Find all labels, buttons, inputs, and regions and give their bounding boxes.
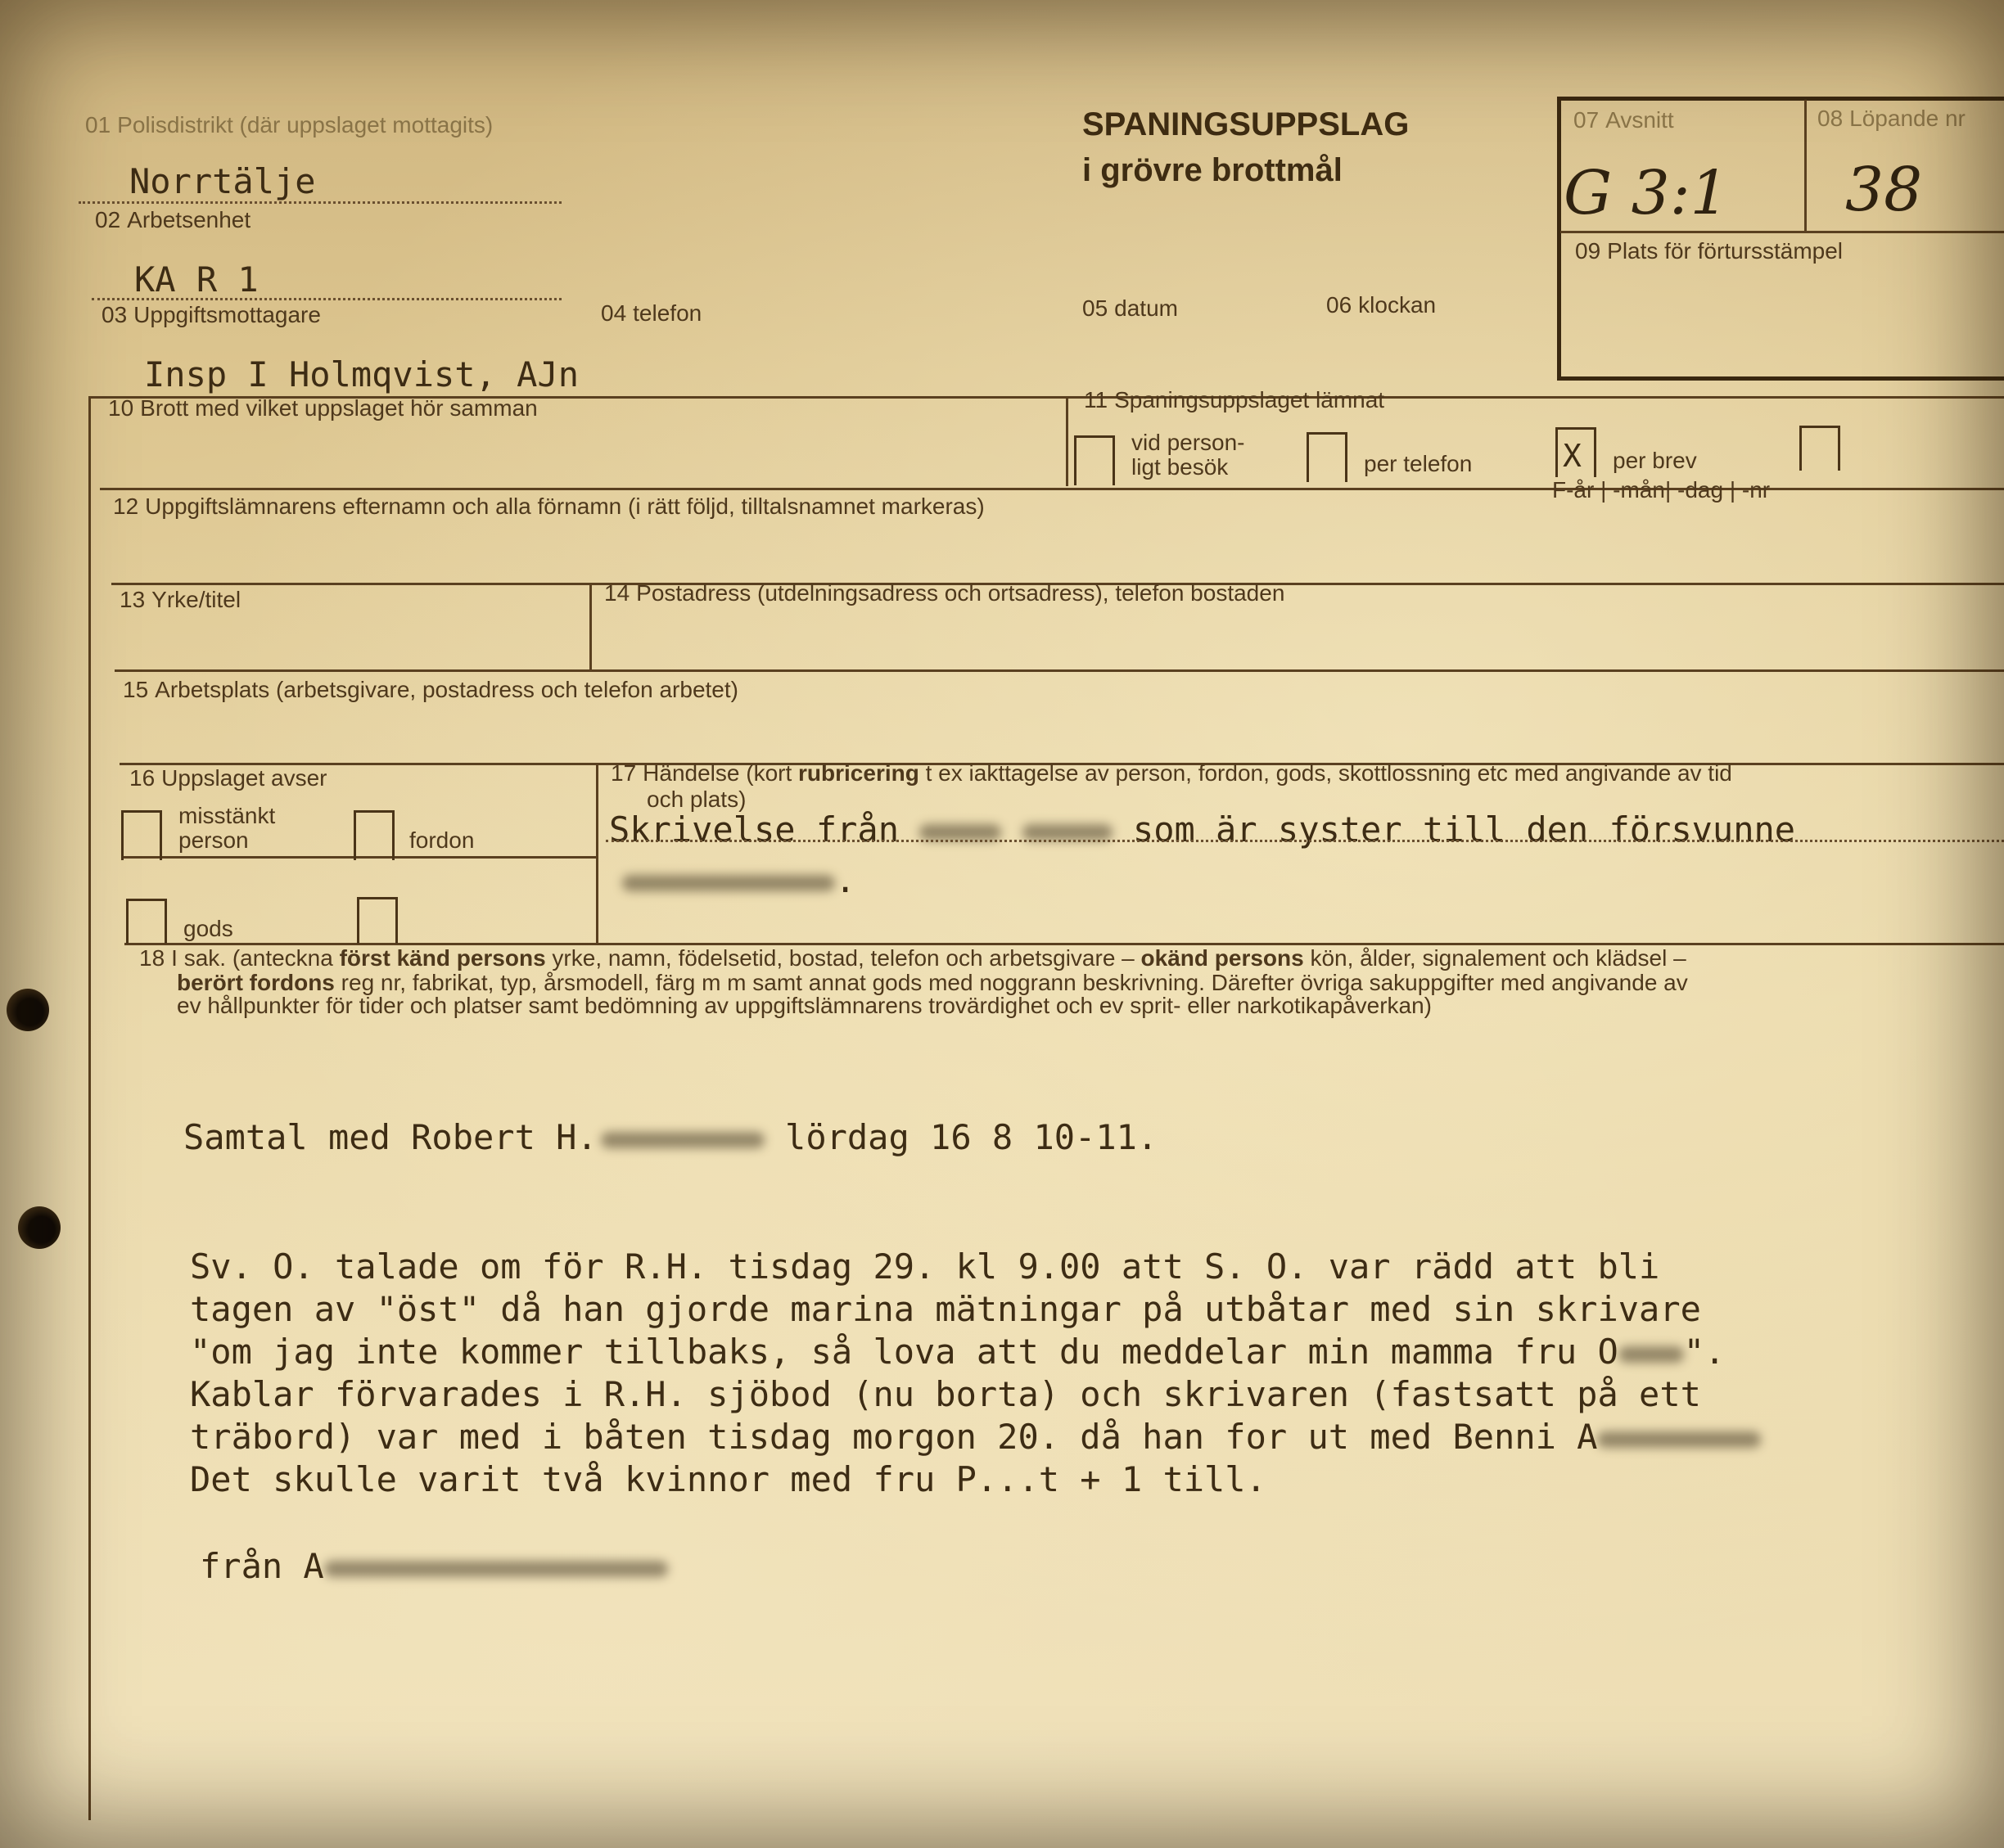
field-07-value: G 3:1 <box>1564 158 1729 228</box>
body-heading: Samtal med Robert H. lördag 16 8 10-11. <box>183 1117 1158 1157</box>
option-gods: gods <box>183 916 233 941</box>
field-01-underline <box>79 201 562 204</box>
row-line-15 <box>115 669 2004 672</box>
box-top-border <box>1557 97 2004 101</box>
date-columns: F-år | -mån| -dag | -nr <box>1552 477 1771 503</box>
body-line-1: Sv. O. talade om för R.H. tisdag 29. kl 9.00 att S. O. var rädd att bli <box>190 1246 1660 1287</box>
redacted-mother-name <box>1618 1346 1684 1363</box>
field-09-label: 09 Plats för förtursstämpel <box>1575 238 1844 264</box>
field-17-label-line2: och plats) <box>647 787 747 812</box>
field-14-label: 14 Postadress (utdelningsadress och ortsadress), telefon bostaden <box>604 580 1285 606</box>
body-line-3: "om jag inte kommer tillbaks, så lova att du meddelar min mamma fru O ". <box>190 1332 1726 1372</box>
box-divider <box>1804 100 1807 231</box>
field-17-underline <box>606 840 2004 842</box>
checkbox-per-telefon[interactable] <box>1307 432 1347 482</box>
field-10-label: 10 Brott med vilket uppslaget hör samman <box>108 395 538 421</box>
form-left-border <box>88 396 91 1820</box>
field-03-label: 03 Uppgiftsmottagare <box>102 302 321 327</box>
checkbox-per-brev[interactable] <box>1555 427 1596 477</box>
field-01-label: 01 Polisdistrikt (där uppslaget mottagits) <box>85 112 494 137</box>
redacted-benni-surname <box>1597 1431 1761 1448</box>
divider-16-17 <box>596 763 598 944</box>
option-fordon: fordon <box>409 827 475 853</box>
field-17-line1: Skrivelse från som är syster till den försvunne <box>609 809 1796 850</box>
field-04-label: 04 telefon <box>601 300 702 326</box>
field-17-label: 17 Händelse (kort rubricering t ex iakttagelse av person, fordon, gods, skottlossning etc med angivande av tid <box>611 760 1732 786</box>
divider-13-14 <box>589 583 592 671</box>
redacted-surname <box>601 1132 765 1148</box>
field-18-line2: berört fordons reg nr, fabrikat, typ, årsmodell, färg m m samt annat gods med noggrann beskrivning. Därefter övriga sakuppgifter med angivande av <box>177 970 1688 995</box>
option-per-brev: per brev <box>1613 448 1697 473</box>
field-01-value: Norrtälje <box>129 161 316 201</box>
field-02-label: 02 Arbetsenhet <box>95 207 251 232</box>
body-line-5: träbord) var med i båten tisdag morgon 20. då han for ut med Benni A <box>190 1418 1761 1457</box>
checkbox-per-brev-mark: X <box>1563 438 1582 474</box>
body-line-6: Det skulle varit två kvinnor med fru P...t + 1 till. <box>190 1459 1266 1499</box>
redacted-name-1 <box>919 824 1001 841</box>
redacted-signature-name <box>324 1561 668 1577</box>
option-personligt-besok-line2: ligt besök <box>1131 454 1229 480</box>
field-02-value: KA R 1 <box>134 259 259 300</box>
option-misstankt-line1: misstänkt <box>178 803 276 828</box>
field-05-label: 05 datum <box>1082 295 1178 321</box>
body-signature: från A <box>200 1547 668 1586</box>
field-18-line1: 18 I sak. (anteckna först känd persons yrke, namn, födelsetid, bostad, telefon och arbetsgivare – okänd persons kön, ålder, signalement och klädsel – <box>139 945 1686 971</box>
checkbox-misstankt-person[interactable] <box>121 810 162 860</box>
box-mid-line <box>1560 231 2004 233</box>
punch-hole-bottom <box>18 1206 61 1249</box>
body-line-2: tagen av "öst" då han gjorde marina mätningar på utbåtar med sin skrivare <box>190 1289 1701 1329</box>
field-12-label: 12 Uppgiftslämnarens efternamn och alla förnamn (i rätt följd, tilltalsnamnet markeras) <box>113 494 985 519</box>
field-15-label: 15 Arbetsplats (arbetsgivare, postadress och telefon arbetet) <box>123 677 738 702</box>
redacted-name-3 <box>622 875 835 891</box>
checkbox-fordon[interactable] <box>354 810 395 860</box>
field-11-label: 11 Spaningsuppslaget lämnat <box>1084 387 1385 412</box>
checkbox-extra[interactable] <box>1799 426 1840 471</box>
field-16-label: 16 Uppslaget avser <box>129 765 327 791</box>
divider-10-11 <box>1066 396 1068 486</box>
field-08-label: 08 Löpande nr <box>1817 106 1966 131</box>
checkbox-16-extra[interactable] <box>357 897 398 944</box>
redacted-name-2 <box>1022 824 1113 841</box>
option-per-telefon: per telefon <box>1364 451 1473 476</box>
field-17-line2: . <box>622 861 855 900</box>
checkbox-gods[interactable] <box>126 899 167 944</box>
box-left-border <box>1557 97 1561 380</box>
form-title: SPANINGSUPPSLAG <box>1082 106 1410 142</box>
option-misstankt-line2: person <box>178 827 249 853</box>
field-06-label: 06 klockan <box>1326 292 1437 318</box>
box-bottom-border <box>1557 376 2004 381</box>
field-13-label: 13 Yrke/titel <box>120 587 241 612</box>
field-08-value: 38 <box>1845 155 1923 225</box>
field-02-underline <box>92 298 562 300</box>
checkbox-personligt-besok[interactable] <box>1074 435 1115 485</box>
field-07-label: 07 Avsnitt <box>1573 107 1674 133</box>
body-line-4: Kablar förvarades i R.H. sjöbod (nu borta) och skrivaren (fastsatt på ett <box>190 1374 1701 1414</box>
option-personligt-besok-line1: vid person- <box>1131 430 1245 455</box>
field-18-line3: ev hållpunkter för tider och platser samt bedömning av uppgiftslämnarens trovärdighet och ev sprit- eller narkotikapåverkan) <box>177 993 1432 1018</box>
punch-hole-top <box>7 989 49 1031</box>
field-03-value: Insp I Holmqvist, AJn <box>144 354 580 394</box>
form-subtitle: i grövre brottmål <box>1082 152 1343 188</box>
